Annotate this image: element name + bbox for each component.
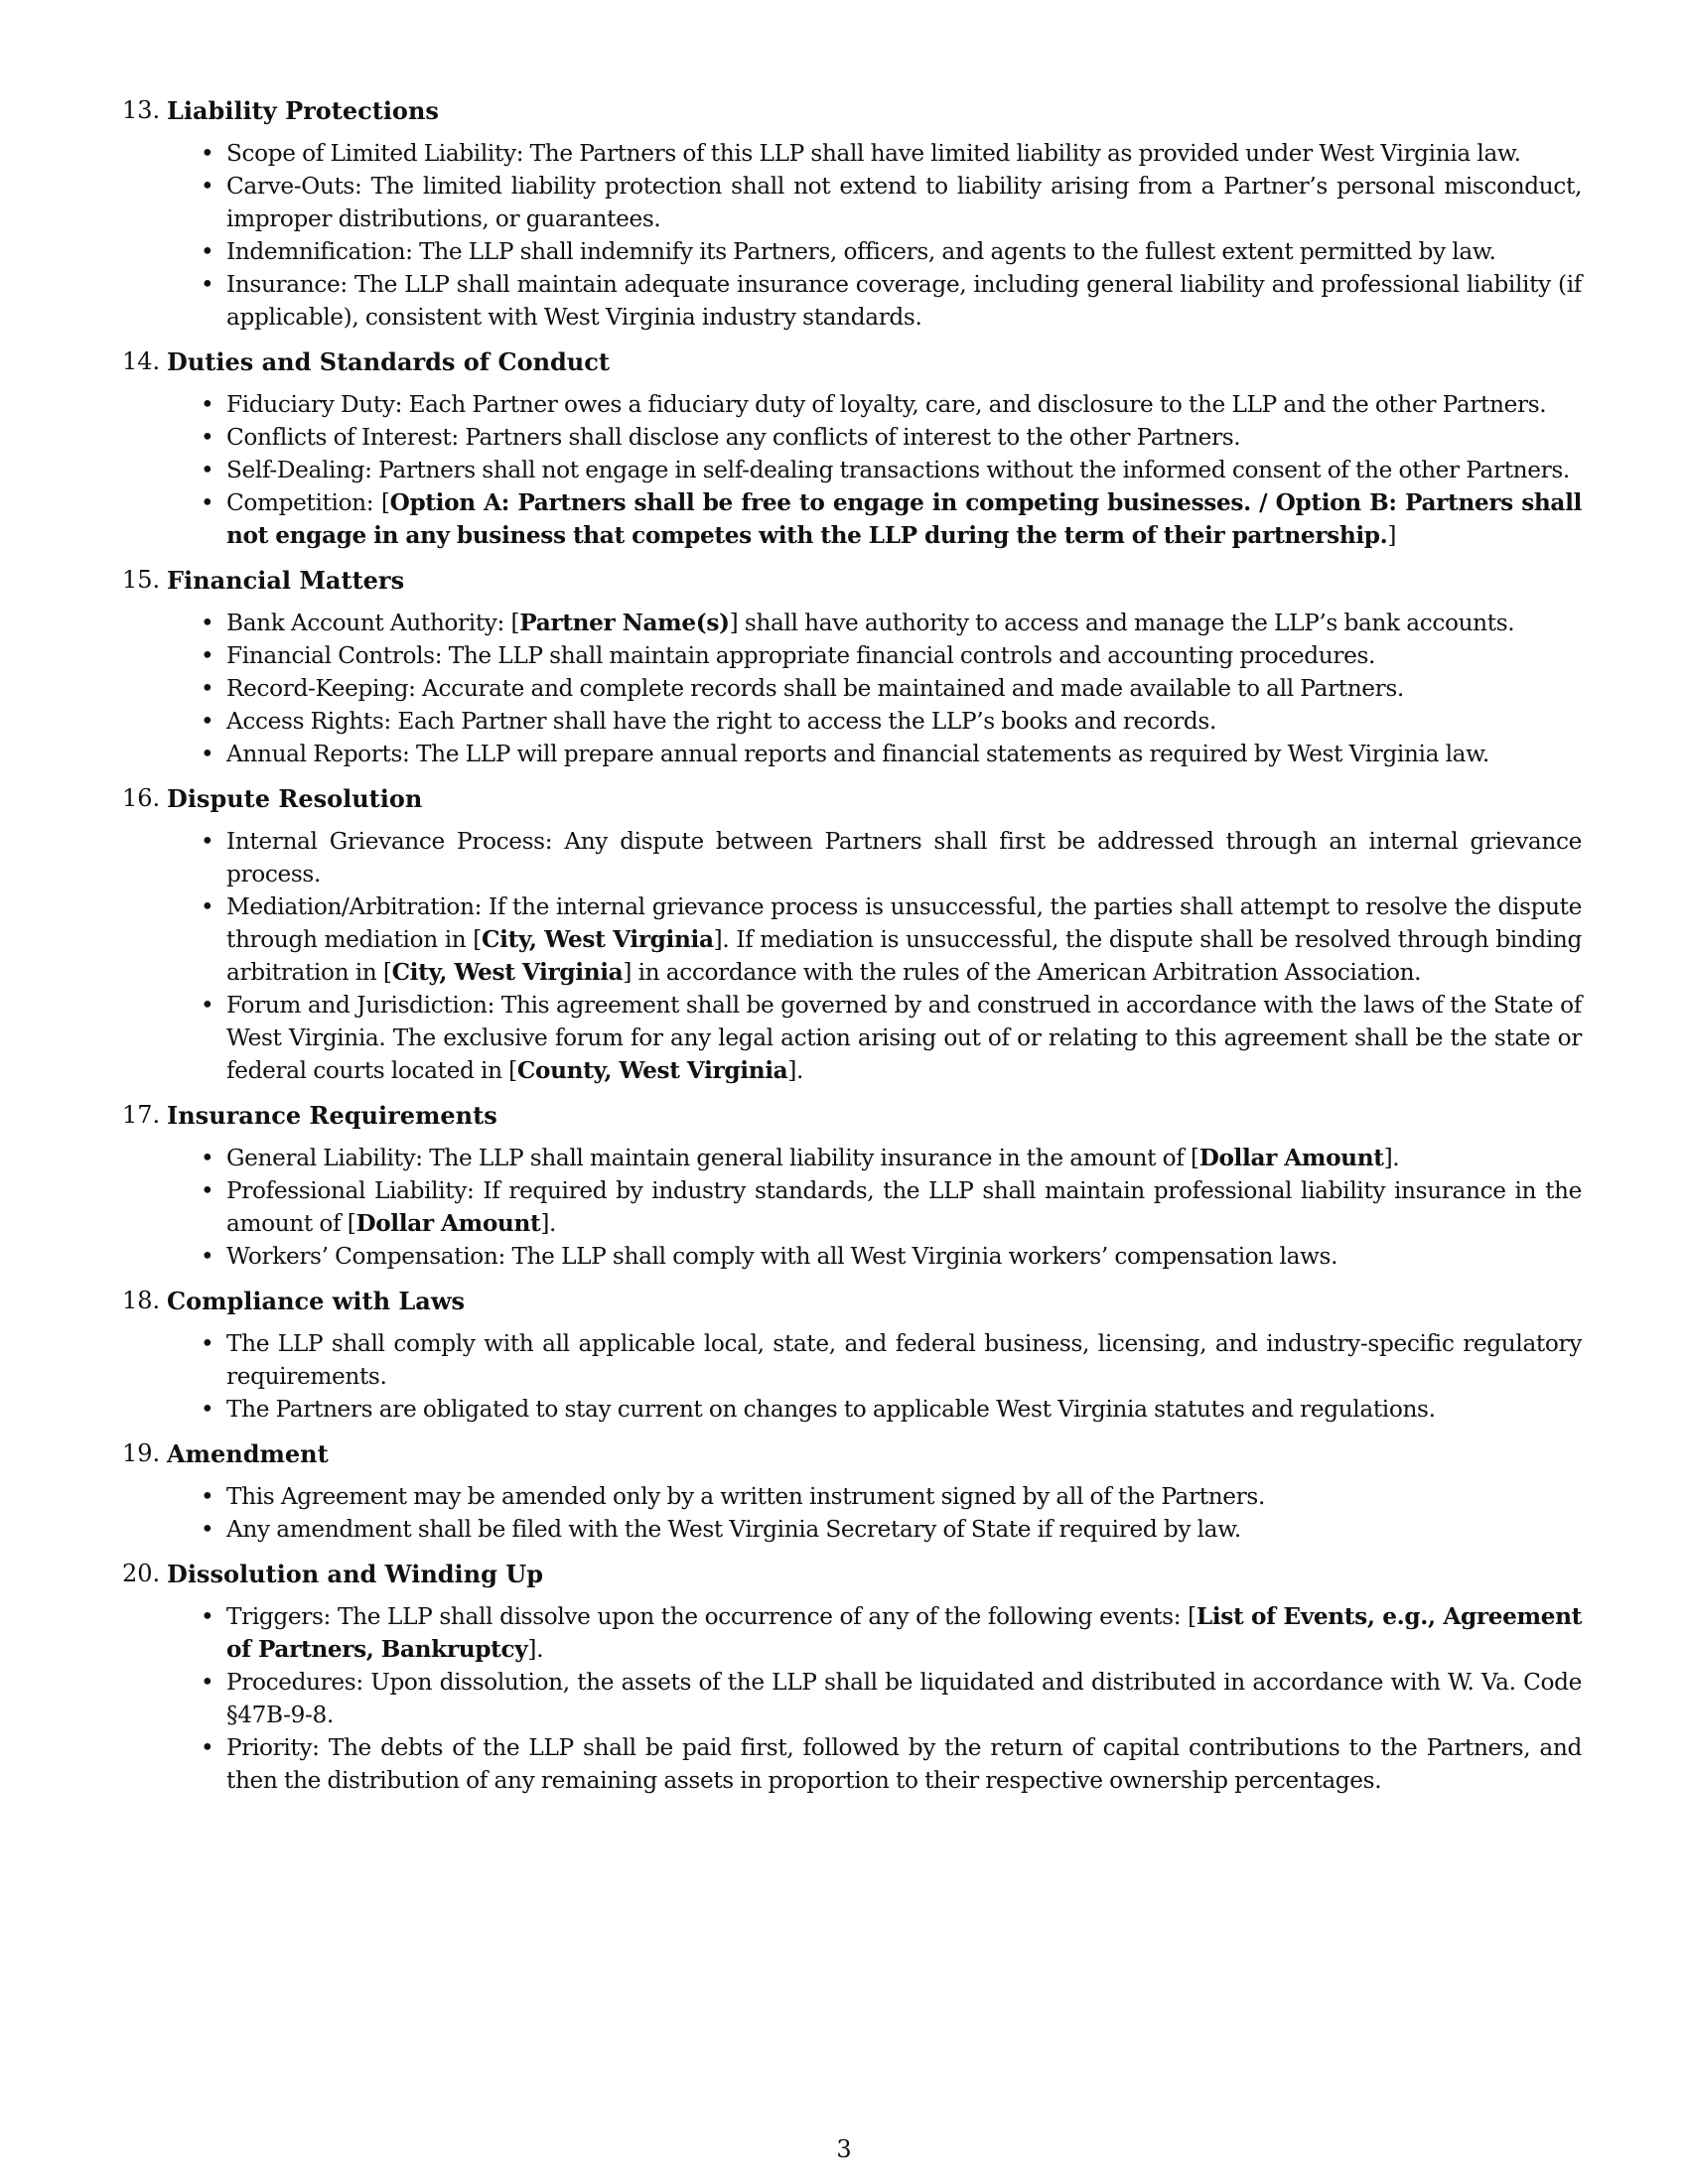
item-text: Competition: [ bbox=[226, 489, 390, 516]
item-text: Mediation/Arbitration: If the internal grievance process is unsuccessful, the parties shall attempt to resolve the dispute through mediation in [ bbox=[226, 893, 1582, 953]
item-text: ]. bbox=[1383, 1145, 1400, 1171]
list-item bbox=[201, 1480, 1582, 1513]
list-item bbox=[201, 1600, 1582, 1666]
bullet-icon: • bbox=[201, 708, 214, 735]
list-item bbox=[201, 1393, 1582, 1426]
item-text: ] bbox=[1387, 522, 1397, 549]
section-heading bbox=[122, 345, 1582, 378]
item-text: Bank Account Authority: [ bbox=[226, 610, 520, 636]
item-text: ]. bbox=[527, 1636, 544, 1663]
bullet-icon: • bbox=[201, 173, 214, 200]
bullet-icon: • bbox=[201, 828, 214, 855]
page-number: 3 bbox=[836, 2135, 852, 2163]
item-text: Carve-Outs: The limited liability protection shall not extend to liability arising from a Partner’s personal misconduct, improper distributions, or guarantees. bbox=[226, 173, 1582, 232]
item-text: Annual Reports: The LLP will prepare annual reports and financial statements as required by West Virginia law. bbox=[226, 741, 1489, 767]
section-title: Duties and Standards of Conduct bbox=[167, 347, 610, 376]
bullet-icon: • bbox=[201, 741, 214, 767]
bullet-icon: • bbox=[201, 1734, 214, 1761]
section bbox=[122, 782, 1582, 1087]
placeholder-text: List of Events, e.g., Agreement of Partners, Bankruptcy bbox=[226, 1603, 1582, 1663]
item-text: Financial Controls: The LLP shall maintain appropriate financial controls and accounting procedures. bbox=[226, 642, 1376, 669]
bullet-icon: • bbox=[201, 642, 214, 669]
item-text: Conflicts of Interest: Partners shall disclose any conflicts of interest to the other Partners. bbox=[226, 424, 1241, 451]
bullet-icon: • bbox=[201, 893, 214, 920]
list-item bbox=[201, 1666, 1582, 1731]
section-number: 18. bbox=[122, 1287, 161, 1314]
section-heading bbox=[122, 1285, 1582, 1317]
placeholder-text: Dollar Amount bbox=[355, 1210, 541, 1237]
section bbox=[122, 564, 1582, 770]
item-text: Priority: The debts of the LLP shall be paid first, followed by the return of capital contributions to the Partners, and then the distribution of any remaining assets in proportion to their respective ownership percentages. bbox=[226, 1734, 1582, 1794]
section-number: 17. bbox=[122, 1101, 161, 1129]
list-item bbox=[201, 1327, 1582, 1393]
item-text: Procedures: Upon dissolution, the assets of the LLP shall be liquidated and distributed in accordance with W. Va. Code §47B-9-8. bbox=[226, 1669, 1582, 1728]
item-text: The LLP shall comply with all applicable local, state, and federal business, licensing, and industry-specific regulatory requirements. bbox=[226, 1330, 1582, 1390]
bullet-icon: • bbox=[201, 271, 214, 298]
section-number: 14. bbox=[122, 347, 161, 375]
list-item bbox=[201, 1174, 1582, 1240]
bullet-list bbox=[122, 1327, 1582, 1426]
section-number: 19. bbox=[122, 1439, 161, 1467]
bullet-list bbox=[122, 1600, 1582, 1797]
list-item bbox=[201, 989, 1582, 1087]
section bbox=[122, 1558, 1582, 1797]
section-title: Dissolution and Winding Up bbox=[167, 1560, 543, 1588]
item-text: Record-Keeping: Accurate and complete records shall be maintained and made available to all Partners. bbox=[226, 675, 1404, 702]
list-item bbox=[201, 421, 1582, 454]
bullet-icon: • bbox=[201, 1603, 214, 1630]
item-text: ] shall have authority to access and manage the LLP’s bank accounts. bbox=[729, 610, 1515, 636]
item-text: Any amendment shall be filed with the West Virginia Secretary of State if required by law. bbox=[226, 1516, 1241, 1543]
bullet-list bbox=[122, 137, 1582, 334]
list-item bbox=[201, 705, 1582, 738]
bullet-icon: • bbox=[201, 1483, 214, 1510]
bullet-list bbox=[122, 607, 1582, 770]
bullet-icon: • bbox=[201, 1396, 214, 1423]
section-title: Compliance with Laws bbox=[167, 1287, 466, 1315]
bullet-icon: • bbox=[201, 610, 214, 636]
list-item bbox=[201, 1142, 1582, 1174]
list-item bbox=[201, 137, 1582, 170]
bullet-icon: • bbox=[201, 424, 214, 451]
list-item bbox=[201, 738, 1582, 770]
item-text: Forum and Jurisdiction: This agreement shall be governed by and construed in accordance with the laws of the State of West Virginia. The exclusive forum for any legal action arising out of or relating to this agreement shall be the state or federal courts located in [ bbox=[226, 992, 1582, 1084]
list-item bbox=[201, 1731, 1582, 1797]
section-heading bbox=[122, 1558, 1582, 1590]
placeholder-text: City, West Virginia bbox=[482, 926, 714, 953]
agreement-sections bbox=[122, 94, 1582, 1809]
section-heading bbox=[122, 1099, 1582, 1132]
section-heading bbox=[122, 1437, 1582, 1470]
section-heading bbox=[122, 94, 1582, 127]
item-text: Scope of Limited Liability: The Partners of this LLP shall have limited liability as provided under West Virginia law. bbox=[226, 140, 1521, 167]
bullet-icon: • bbox=[201, 1145, 214, 1171]
section-heading bbox=[122, 782, 1582, 815]
item-text: Triggers: The LLP shall dissolve upon the occurrence of any of the following events: [ bbox=[226, 1603, 1196, 1630]
list-item bbox=[201, 1240, 1582, 1273]
list-item bbox=[201, 890, 1582, 989]
bullet-list bbox=[122, 1480, 1582, 1546]
item-text: Professional Liability: If required by industry standards, the LLP shall maintain professional liability insurance in the amount of [ bbox=[226, 1177, 1582, 1237]
bullet-icon: • bbox=[201, 140, 214, 167]
item-text: Workers’ Compensation: The LLP shall comply with all West Virginia workers’ compensation laws. bbox=[226, 1243, 1338, 1270]
section-number: 16. bbox=[122, 784, 161, 812]
section bbox=[122, 1437, 1582, 1546]
bullet-list bbox=[122, 1142, 1582, 1273]
placeholder-text: Option A: Partners shall be free to engage in competing businesses. / Option B: Partners shall not engage in any business that competes with the LLP during the term of their partnership. bbox=[226, 489, 1582, 549]
list-item bbox=[201, 388, 1582, 421]
item-text: This Agreement may be amended only by a written instrument signed by all of the Partners. bbox=[226, 1483, 1265, 1510]
bullet-icon: • bbox=[201, 1177, 214, 1204]
bullet-icon: • bbox=[201, 489, 214, 516]
placeholder-text: County, West Virginia bbox=[516, 1057, 788, 1084]
section-number: 15. bbox=[122, 566, 161, 594]
item-text: Internal Grievance Process: Any dispute between Partners shall first be addressed through an internal grievance process. bbox=[226, 828, 1582, 887]
list-item bbox=[201, 235, 1582, 268]
bullet-icon: • bbox=[201, 675, 214, 702]
section bbox=[122, 94, 1582, 334]
section-number: 20. bbox=[122, 1560, 161, 1587]
placeholder-text: Partner Name(s) bbox=[519, 610, 730, 636]
item-text: Indemnification: The LLP shall indemnify its Partners, officers, and agents to the fullest extent permitted by law. bbox=[226, 238, 1496, 265]
section-heading bbox=[122, 564, 1582, 597]
list-item bbox=[201, 268, 1582, 334]
bullet-icon: • bbox=[201, 1243, 214, 1270]
bullet-list bbox=[122, 388, 1582, 552]
section-number: 13. bbox=[122, 96, 161, 124]
section-title: Liability Protections bbox=[167, 96, 439, 125]
item-text: ]. If mediation is unsuccessful, the dispute shall be resolved through binding arbitration in [ bbox=[226, 926, 1582, 986]
item-text: Self-Dealing: Partners shall not engage in self-dealing transactions without the informed consent of the other Partners. bbox=[226, 457, 1570, 483]
section bbox=[122, 1285, 1582, 1426]
item-text: ]. bbox=[787, 1057, 804, 1084]
bullet-icon: • bbox=[201, 457, 214, 483]
bullet-icon: • bbox=[201, 992, 214, 1019]
list-item bbox=[201, 639, 1582, 672]
section-title: Dispute Resolution bbox=[167, 784, 423, 813]
section-title: Insurance Requirements bbox=[167, 1101, 497, 1130]
list-item bbox=[201, 1513, 1582, 1546]
list-item bbox=[201, 672, 1582, 705]
list-item bbox=[201, 607, 1582, 639]
section-title: Financial Matters bbox=[167, 566, 405, 595]
list-item bbox=[201, 454, 1582, 486]
placeholder-text: Dollar Amount bbox=[1198, 1145, 1384, 1171]
section bbox=[122, 1099, 1582, 1273]
placeholder-text: City, West Virginia bbox=[391, 959, 624, 986]
bullet-icon: • bbox=[201, 1516, 214, 1543]
item-text: Insurance: The LLP shall maintain adequate insurance coverage, including general liability and professional liability (if applicable), consistent with West Virginia industry standards. bbox=[226, 271, 1582, 331]
item-text: Fiduciary Duty: Each Partner owes a fiduciary duty of loyalty, care, and disclosure to the LLP and the other Partners. bbox=[226, 391, 1547, 418]
section-title: Amendment bbox=[167, 1439, 329, 1468]
item-text: Access Rights: Each Partner shall have the right to access the LLP’s books and records. bbox=[226, 708, 1216, 735]
list-item bbox=[201, 825, 1582, 890]
list-item bbox=[201, 170, 1582, 235]
item-text: The Partners are obligated to stay current on changes to applicable West Virginia statutes and regulations. bbox=[226, 1396, 1436, 1423]
bullet-icon: • bbox=[201, 1669, 214, 1696]
bullet-icon: • bbox=[201, 238, 214, 265]
item-text: General Liability: The LLP shall maintain general liability insurance in the amount of [ bbox=[226, 1145, 1199, 1171]
list-item bbox=[201, 486, 1582, 552]
bullet-list bbox=[122, 825, 1582, 1087]
section bbox=[122, 345, 1582, 552]
item-text: ]. bbox=[540, 1210, 557, 1237]
item-text: ] in accordance with the rules of the American Arbitration Association. bbox=[623, 959, 1422, 986]
bullet-icon: • bbox=[201, 1330, 214, 1357]
bullet-icon: • bbox=[201, 391, 214, 418]
